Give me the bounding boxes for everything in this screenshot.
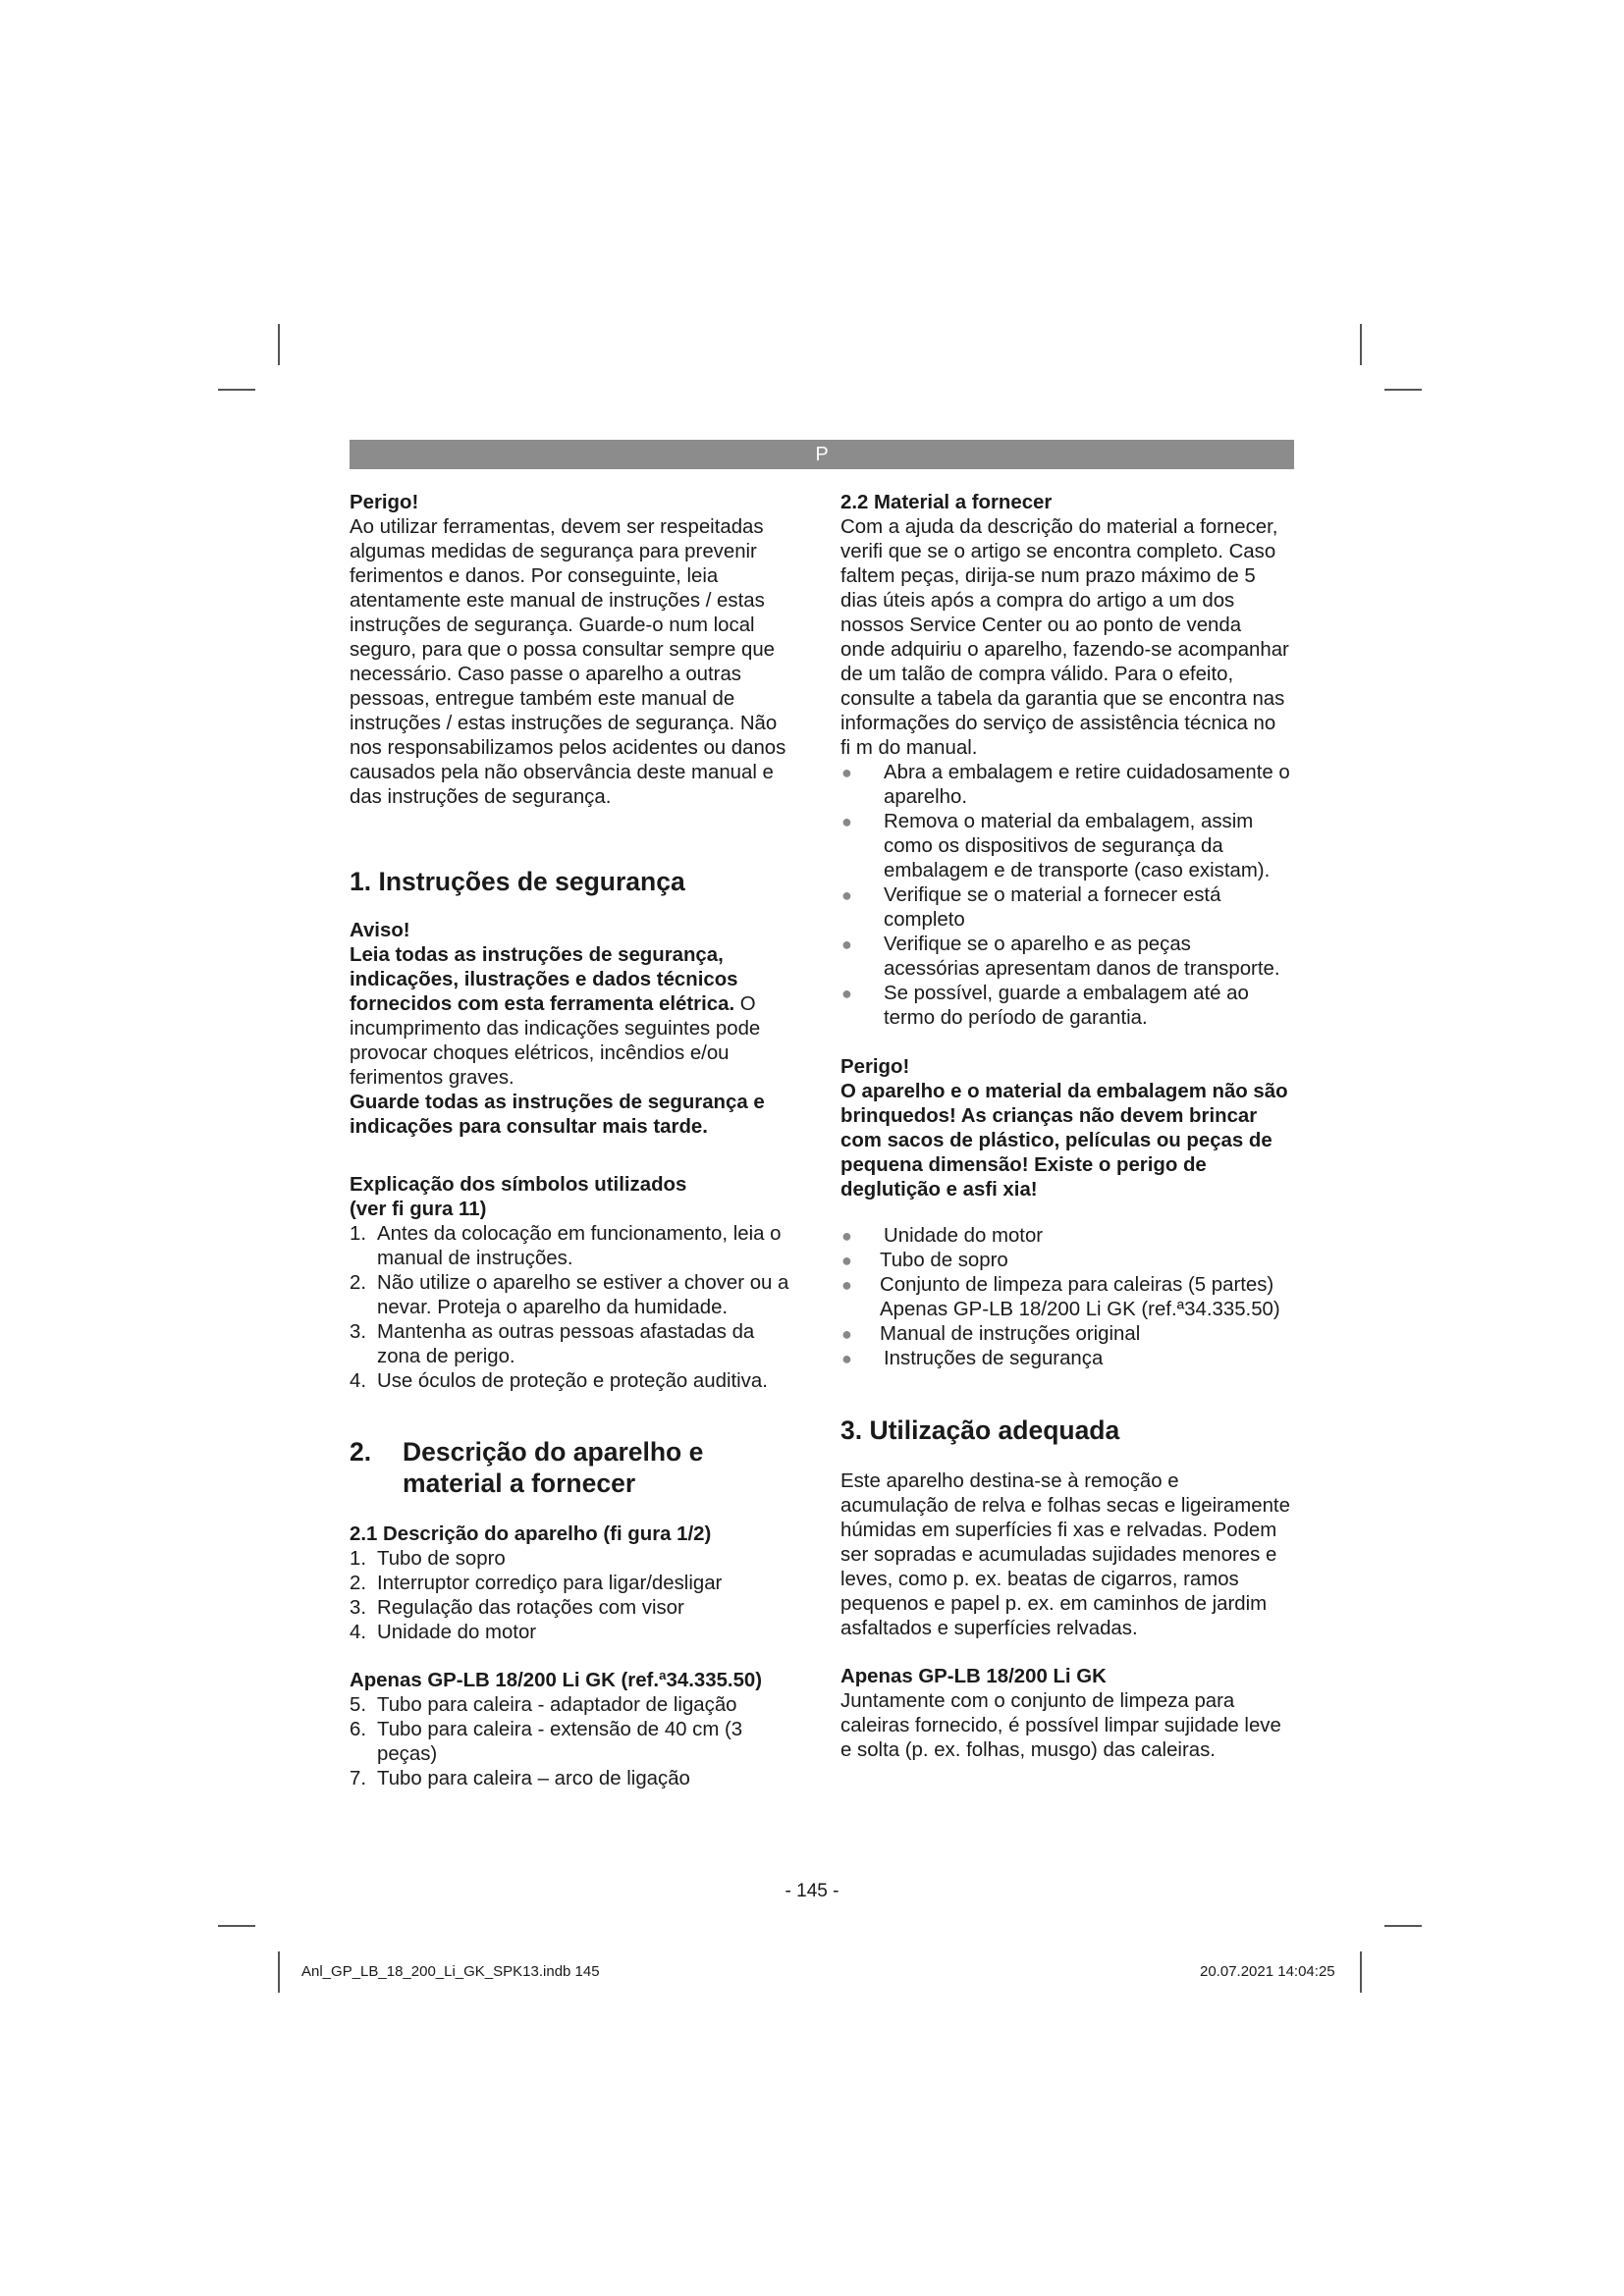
footer-file-name: Anl_GP_LB_18_200_Li_GK_SPK13.indb 145: [301, 1963, 600, 1980]
model-only-2-paragraph: Juntamente com o conjunto de limpeza para caleiras fornecido, é possível limpar sujidade leve e solta (p. ex. folhas, musgo) das caleiras.: [840, 1690, 1281, 1761]
list-item: 7. Tubo para caleira – arco de ligação: [350, 1768, 690, 1789]
list-item: 2. Interruptor corrediço para ligar/desligar: [350, 1573, 723, 1594]
scope-of-delivery-list: [840, 1224, 1290, 1371]
warning-heading: Aviso!: [350, 920, 410, 941]
section-2-2-heading: 2.2 Material a fornecer: [840, 492, 1053, 513]
section-2-2-paragraph: Com a ajuda da descrição do material a fornecer, verifi que se o artigo se encontra completo. Caso faltem peças, dirija-se num prazo máximo de 5 dias úteis após a compra do artigo a um dos nossos Service Center ou ao ponto de venda onde adquiriu o aparelho, fazendo-se acompanhar de um talão de compra válido. Para o efeito, consulte a tabela da garantia que se encontra nas informações do serviço de assistência técnica no fi m do manual.: [840, 516, 1289, 759]
crop-mark-bottom-right-h: [1384, 1925, 1422, 1927]
section-3-paragraph: Este aparelho destina-se à remoção e acumulação de relva e folhas secas e ligeiramente húmidas em superfícies fi xas e relvadas. Podem ser sopradas e acumuladas sujidades menores e leves, como p. ex. beatas de cigarros, ramos pequenos e papel p. ex. em caminhos de jardim asfaltados e superfícies relvadas.: [840, 1470, 1290, 1639]
section-1-heading: 1. Instruções de segurança: [350, 867, 685, 896]
list-item: 1. Antes da colocação em funcionamento, leia o manual de instruções.: [350, 1223, 782, 1269]
section-3-heading: 3. Utilização adequada: [840, 1415, 1120, 1445]
danger-2-text: O aparelho e o material da embalagem não são brinquedos! As crianças não devem brincar com sacos de plástico, películas ou peças de pequena dimensão! Existe o perigo de deglutição e asfi xia!: [840, 1081, 1288, 1201]
list-item: 4. Use óculos de proteção e proteção auditiva.: [350, 1370, 768, 1392]
model-only-heading: Apenas GP-LB 18/200 Li GK (ref.ª34.335.50): [350, 1670, 763, 1691]
list-item: ● Verifique se o aparelho e as peças acessórias apresentam danos de transporte.: [841, 934, 1280, 980]
list-item: ● Abra a embalagem e retire cuidadosamente o aparelho.: [841, 762, 1290, 808]
right-column: [840, 491, 1290, 1763]
danger-2-heading: Perigo!: [840, 1056, 910, 1078]
unpacking-list: [840, 761, 1290, 1031]
danger-heading: Perigo!: [350, 492, 419, 513]
language-code: P: [815, 444, 829, 465]
crop-mark-top-right-v: [1360, 324, 1362, 365]
warning-bold-text: Leia todas as instruções de segurança, indicações, ilustrações e dados técnicos fornecidos com esta ferramenta elétrica.: [350, 944, 738, 1015]
list-item: 1. Tubo de sopro: [350, 1548, 506, 1570]
danger-paragraph: Ao utilizar ferramentas, devem ser respeitadas algumas medidas de segurança para prevenir ferimentos e danos. Por conseguinte, leia atentamente este manual de instruções / estas instruções de segurança. Guarde-o num local seguro, para que o possa consultar sempre que necessário. Caso passe o aparelho a outras pessoas, entregue também este manual de instruções / estas instruções de segurança. Não nos responsabilizamos pelos acidentes ou danos causados pela não observância deste manual e das instruções de segurança.: [350, 516, 786, 808]
device-parts-list: [350, 1547, 799, 1645]
page-number: - 145 -: [785, 1881, 839, 1901]
list-item: 3. Regulação das rotações com visor: [350, 1597, 684, 1619]
list-item: 3. Mantenha as outras pessoas afastadas da zona de perigo.: [350, 1321, 755, 1367]
crop-mark-bottom-right-v: [1360, 1951, 1362, 1993]
list-item: ● Remova o material da embalagem, assim como os dispositivos de segurança da embalagem e de transporte (caso existam).: [841, 811, 1271, 881]
list-item: ● Conjunto de limpeza para caleiras (5 partes) Apenas GP-LB 18/200 Li GK (ref.ª34.335.50): [841, 1274, 1280, 1320]
gutter-parts-list: [350, 1693, 799, 1791]
crop-mark-top-left-h: [218, 389, 255, 391]
list-item: ● Instruções de segurança: [841, 1348, 1104, 1369]
crop-mark-bottom-left-v: [278, 1951, 280, 1993]
symbols-heading-line2: (ver fi gura 11): [350, 1199, 487, 1220]
warning-text: O incumprimento das indicações seguintes pode provocar choques elétricos, incêndios e/ou ferimentos graves.: [350, 993, 761, 1089]
list-item: ● Verifique se o material a fornecer está completo: [841, 884, 1221, 931]
warning-paragraph: [350, 943, 799, 1091]
section-2-heading: 2. Descrição do aparelho e material a fornecer: [350, 1437, 704, 1498]
list-item: ● Se possível, guarde a embalagem até ao termo do período de garantia.: [841, 983, 1249, 1029]
crop-mark-top-left-v: [278, 324, 280, 365]
list-item: ● Tubo de sopro: [841, 1250, 1008, 1271]
footer-timestamp: 20.07.2021 14:04:25: [1200, 1963, 1335, 1980]
symbols-list: [350, 1222, 799, 1394]
symbols-heading-line1: Explicação dos símbolos utilizados: [350, 1174, 687, 1196]
list-item: ● Manual de instruções original: [841, 1323, 1141, 1345]
keep-instructions-text: Guarde todas as instruções de segurança e indicações para consultar mais tarde.: [350, 1092, 765, 1138]
list-item: 4. Unidade do motor: [350, 1622, 537, 1643]
language-header-bar: [350, 440, 1294, 469]
section-2-1-heading: 2.1 Descrição do aparelho (fi gura 1/2): [350, 1523, 712, 1545]
list-item: ● Unidade do motor: [841, 1225, 1044, 1247]
crop-mark-top-right-h: [1384, 389, 1422, 391]
list-item: 2. Não utilize o aparelho se estiver a chover ou a nevar. Proteja o aparelho da humidade.: [350, 1272, 789, 1318]
list-item: 6. Tubo para caleira - extensão de 40 cm (3 peças): [350, 1719, 743, 1765]
list-item: 5. Tubo para caleira - adaptador de ligação: [350, 1694, 737, 1716]
model-only-2-heading: Apenas GP-LB 18/200 Li GK: [840, 1666, 1107, 1687]
left-column: [350, 491, 799, 1791]
crop-mark-bottom-left-h: [218, 1925, 255, 1927]
